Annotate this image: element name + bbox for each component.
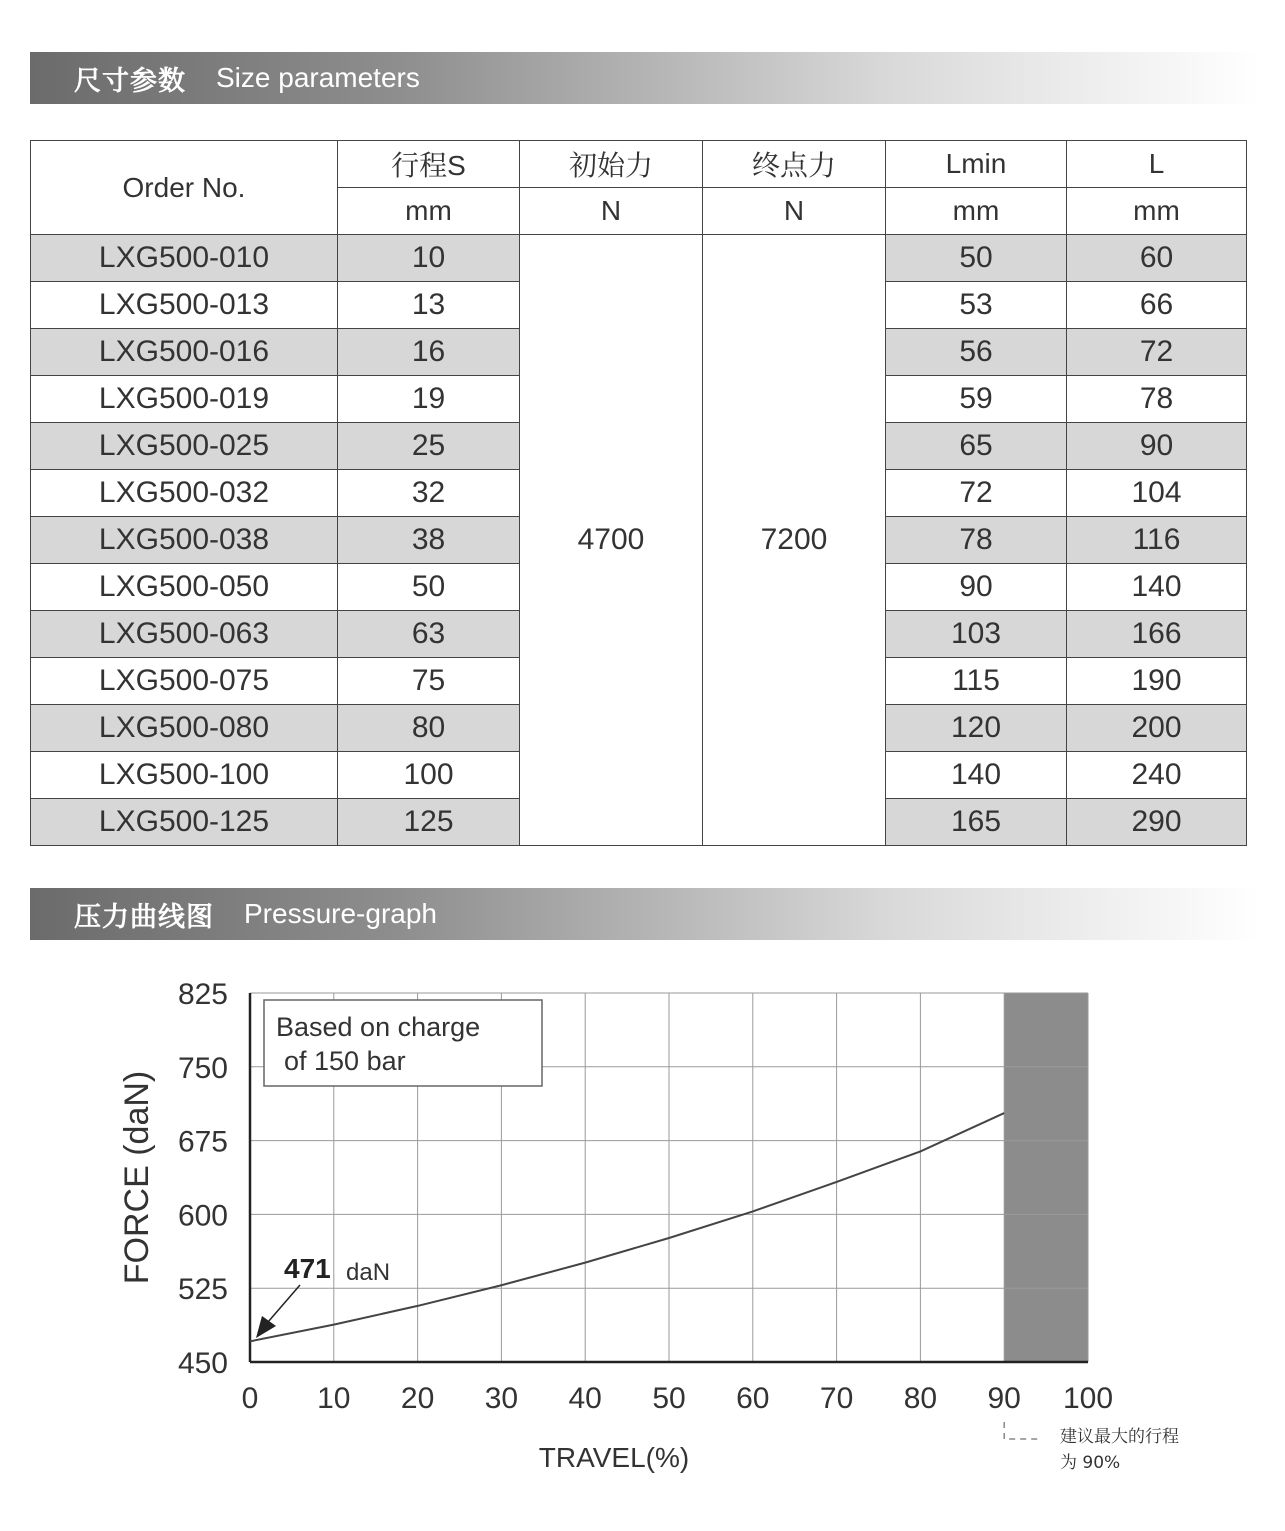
l-cell: 200 bbox=[1067, 705, 1247, 752]
lmin-cell: 65 bbox=[886, 423, 1067, 470]
lmin-unit: mm bbox=[886, 188, 1067, 235]
l-cell: 290 bbox=[1067, 799, 1247, 846]
table-row bbox=[31, 235, 1247, 282]
order-no-cell: LXG500-019 bbox=[31, 376, 338, 423]
order-no-cell: LXG500-100 bbox=[31, 752, 338, 799]
stroke-cell: 80 bbox=[338, 705, 520, 752]
stroke-cell: 100 bbox=[338, 752, 520, 799]
end-force-unit: N bbox=[703, 188, 886, 235]
pressure-graph-header bbox=[30, 888, 1260, 940]
size-parameters-table bbox=[30, 140, 1247, 846]
initial-force-unit: N bbox=[520, 188, 703, 235]
order-no-cell: LXG500-125 bbox=[31, 799, 338, 846]
lmin-cell: 53 bbox=[886, 282, 1067, 329]
max-travel-note-line1: 建议最大的行程 bbox=[1060, 1427, 1179, 1447]
lmin-cell: 120 bbox=[886, 705, 1067, 752]
lmin-cell: 56 bbox=[886, 329, 1067, 376]
section-title-cn: 尺寸参数 bbox=[74, 65, 186, 97]
start-arrow-line bbox=[268, 1285, 300, 1322]
lmin-cell: 165 bbox=[886, 799, 1067, 846]
section-title-en: Size parameters bbox=[216, 62, 420, 93]
stroke-cell: 16 bbox=[338, 329, 520, 376]
start-arrow-head bbox=[256, 1316, 276, 1338]
initial-force-cell: 4700 bbox=[520, 235, 703, 846]
lmin-cell: 103 bbox=[886, 611, 1067, 658]
stroke-cell: 75 bbox=[338, 658, 520, 705]
force-curve bbox=[250, 1113, 1004, 1341]
order-no-cell: LXG500-010 bbox=[31, 235, 338, 282]
order-no-cell: LXG500-013 bbox=[31, 282, 338, 329]
l-cell: 166 bbox=[1067, 611, 1247, 658]
x-tick-label: 80 bbox=[903, 1382, 938, 1415]
lmin-cell: 59 bbox=[886, 376, 1067, 423]
order-no-cell: LXG500-038 bbox=[31, 517, 338, 564]
y-tick-label: 675 bbox=[177, 1125, 228, 1159]
l-unit: mm bbox=[1067, 188, 1247, 235]
order-no-cell: LXG500-025 bbox=[31, 423, 338, 470]
stroke-cell: 25 bbox=[338, 423, 520, 470]
l-cell: 72 bbox=[1067, 329, 1247, 376]
order-no-cell: LXG500-032 bbox=[31, 470, 338, 517]
x-tick-label: 10 bbox=[317, 1382, 351, 1415]
y-tick-label: 600 bbox=[177, 1199, 228, 1233]
section-title-en: Pressure-graph bbox=[244, 898, 437, 929]
l-cell: 78 bbox=[1067, 376, 1247, 423]
l-cell: 104 bbox=[1067, 470, 1247, 517]
lmin-cell: 90 bbox=[886, 564, 1067, 611]
start-value-label: 471 bbox=[284, 1253, 331, 1284]
lmin-cell: 140 bbox=[886, 752, 1067, 799]
x-axis-label: TRAVEL(%) bbox=[538, 1442, 690, 1473]
x-tick-label: 60 bbox=[736, 1382, 770, 1415]
lmin-cell: 115 bbox=[886, 658, 1067, 705]
y-axis-label: FORCE (daN) bbox=[118, 1070, 156, 1285]
y-tick-label: 450 bbox=[177, 1347, 228, 1380]
lmin-cell: 50 bbox=[886, 235, 1067, 282]
x-tick-label: 50 bbox=[652, 1382, 686, 1415]
x-tick-label: 40 bbox=[568, 1382, 602, 1415]
section-title-cn: 压力曲线图 bbox=[74, 901, 214, 933]
max-travel-note-line2: 为 90% bbox=[1060, 1453, 1121, 1473]
x-tick-label: 20 bbox=[400, 1382, 435, 1415]
stroke-unit: mm bbox=[338, 188, 520, 235]
end-force-header: 终点力 bbox=[703, 141, 886, 188]
x-tick-label: 70 bbox=[819, 1382, 854, 1415]
l-cell: 90 bbox=[1067, 423, 1247, 470]
x-tick-label: 0 bbox=[241, 1382, 259, 1415]
stroke-cell: 32 bbox=[338, 470, 520, 517]
order-no-cell: LXG500-080 bbox=[31, 705, 338, 752]
max-travel-note bbox=[1060, 1424, 1179, 1476]
lmin-cell: 72 bbox=[886, 470, 1067, 517]
l-header: L bbox=[1067, 141, 1247, 188]
y-tick-label: 825 bbox=[177, 978, 228, 1011]
stroke-cell: 63 bbox=[338, 611, 520, 658]
l-cell: 140 bbox=[1067, 564, 1247, 611]
initial-force-header: 初始力 bbox=[520, 141, 703, 188]
l-cell: 60 bbox=[1067, 235, 1247, 282]
charge-note-line1: Based on charge bbox=[276, 1012, 481, 1042]
stroke-cell: 13 bbox=[338, 282, 520, 329]
order-no-cell: LXG500-075 bbox=[31, 658, 338, 705]
stroke-cell: 38 bbox=[338, 517, 520, 564]
size-parameters-header bbox=[30, 52, 1260, 104]
stroke-cell: 19 bbox=[338, 376, 520, 423]
order-no-cell: LXG500-050 bbox=[31, 564, 338, 611]
order-no-cell: LXG500-016 bbox=[31, 329, 338, 376]
stroke-cell: 10 bbox=[338, 235, 520, 282]
l-cell: 116 bbox=[1067, 517, 1247, 564]
y-tick-label: 750 bbox=[177, 1051, 228, 1085]
end-force-cell: 7200 bbox=[703, 235, 886, 846]
l-cell: 240 bbox=[1067, 752, 1247, 799]
lmin-cell: 78 bbox=[886, 517, 1067, 564]
start-unit-label: daN bbox=[346, 1259, 391, 1286]
stroke-cell: 125 bbox=[338, 799, 520, 846]
x-tick-label: 90 bbox=[987, 1382, 1021, 1415]
order-no-cell: LXG500-063 bbox=[31, 611, 338, 658]
charge-note-line2: of 150 bar bbox=[284, 1046, 406, 1076]
y-tick-label: 525 bbox=[177, 1273, 228, 1307]
x-tick-label: 30 bbox=[484, 1382, 519, 1415]
x-tick-label: 100 bbox=[1062, 1382, 1114, 1415]
l-cell: 190 bbox=[1067, 658, 1247, 705]
lmin-header: Lmin bbox=[886, 141, 1067, 188]
max-travel-marker bbox=[1004, 1422, 1039, 1439]
order-no-header: Order No. bbox=[31, 141, 338, 235]
header-row-labels bbox=[31, 141, 1247, 188]
l-cell: 66 bbox=[1067, 282, 1247, 329]
stroke-header: 行程S bbox=[338, 141, 520, 188]
stroke-cell: 50 bbox=[338, 564, 520, 611]
max-travel-shaded-region bbox=[1004, 993, 1088, 1362]
